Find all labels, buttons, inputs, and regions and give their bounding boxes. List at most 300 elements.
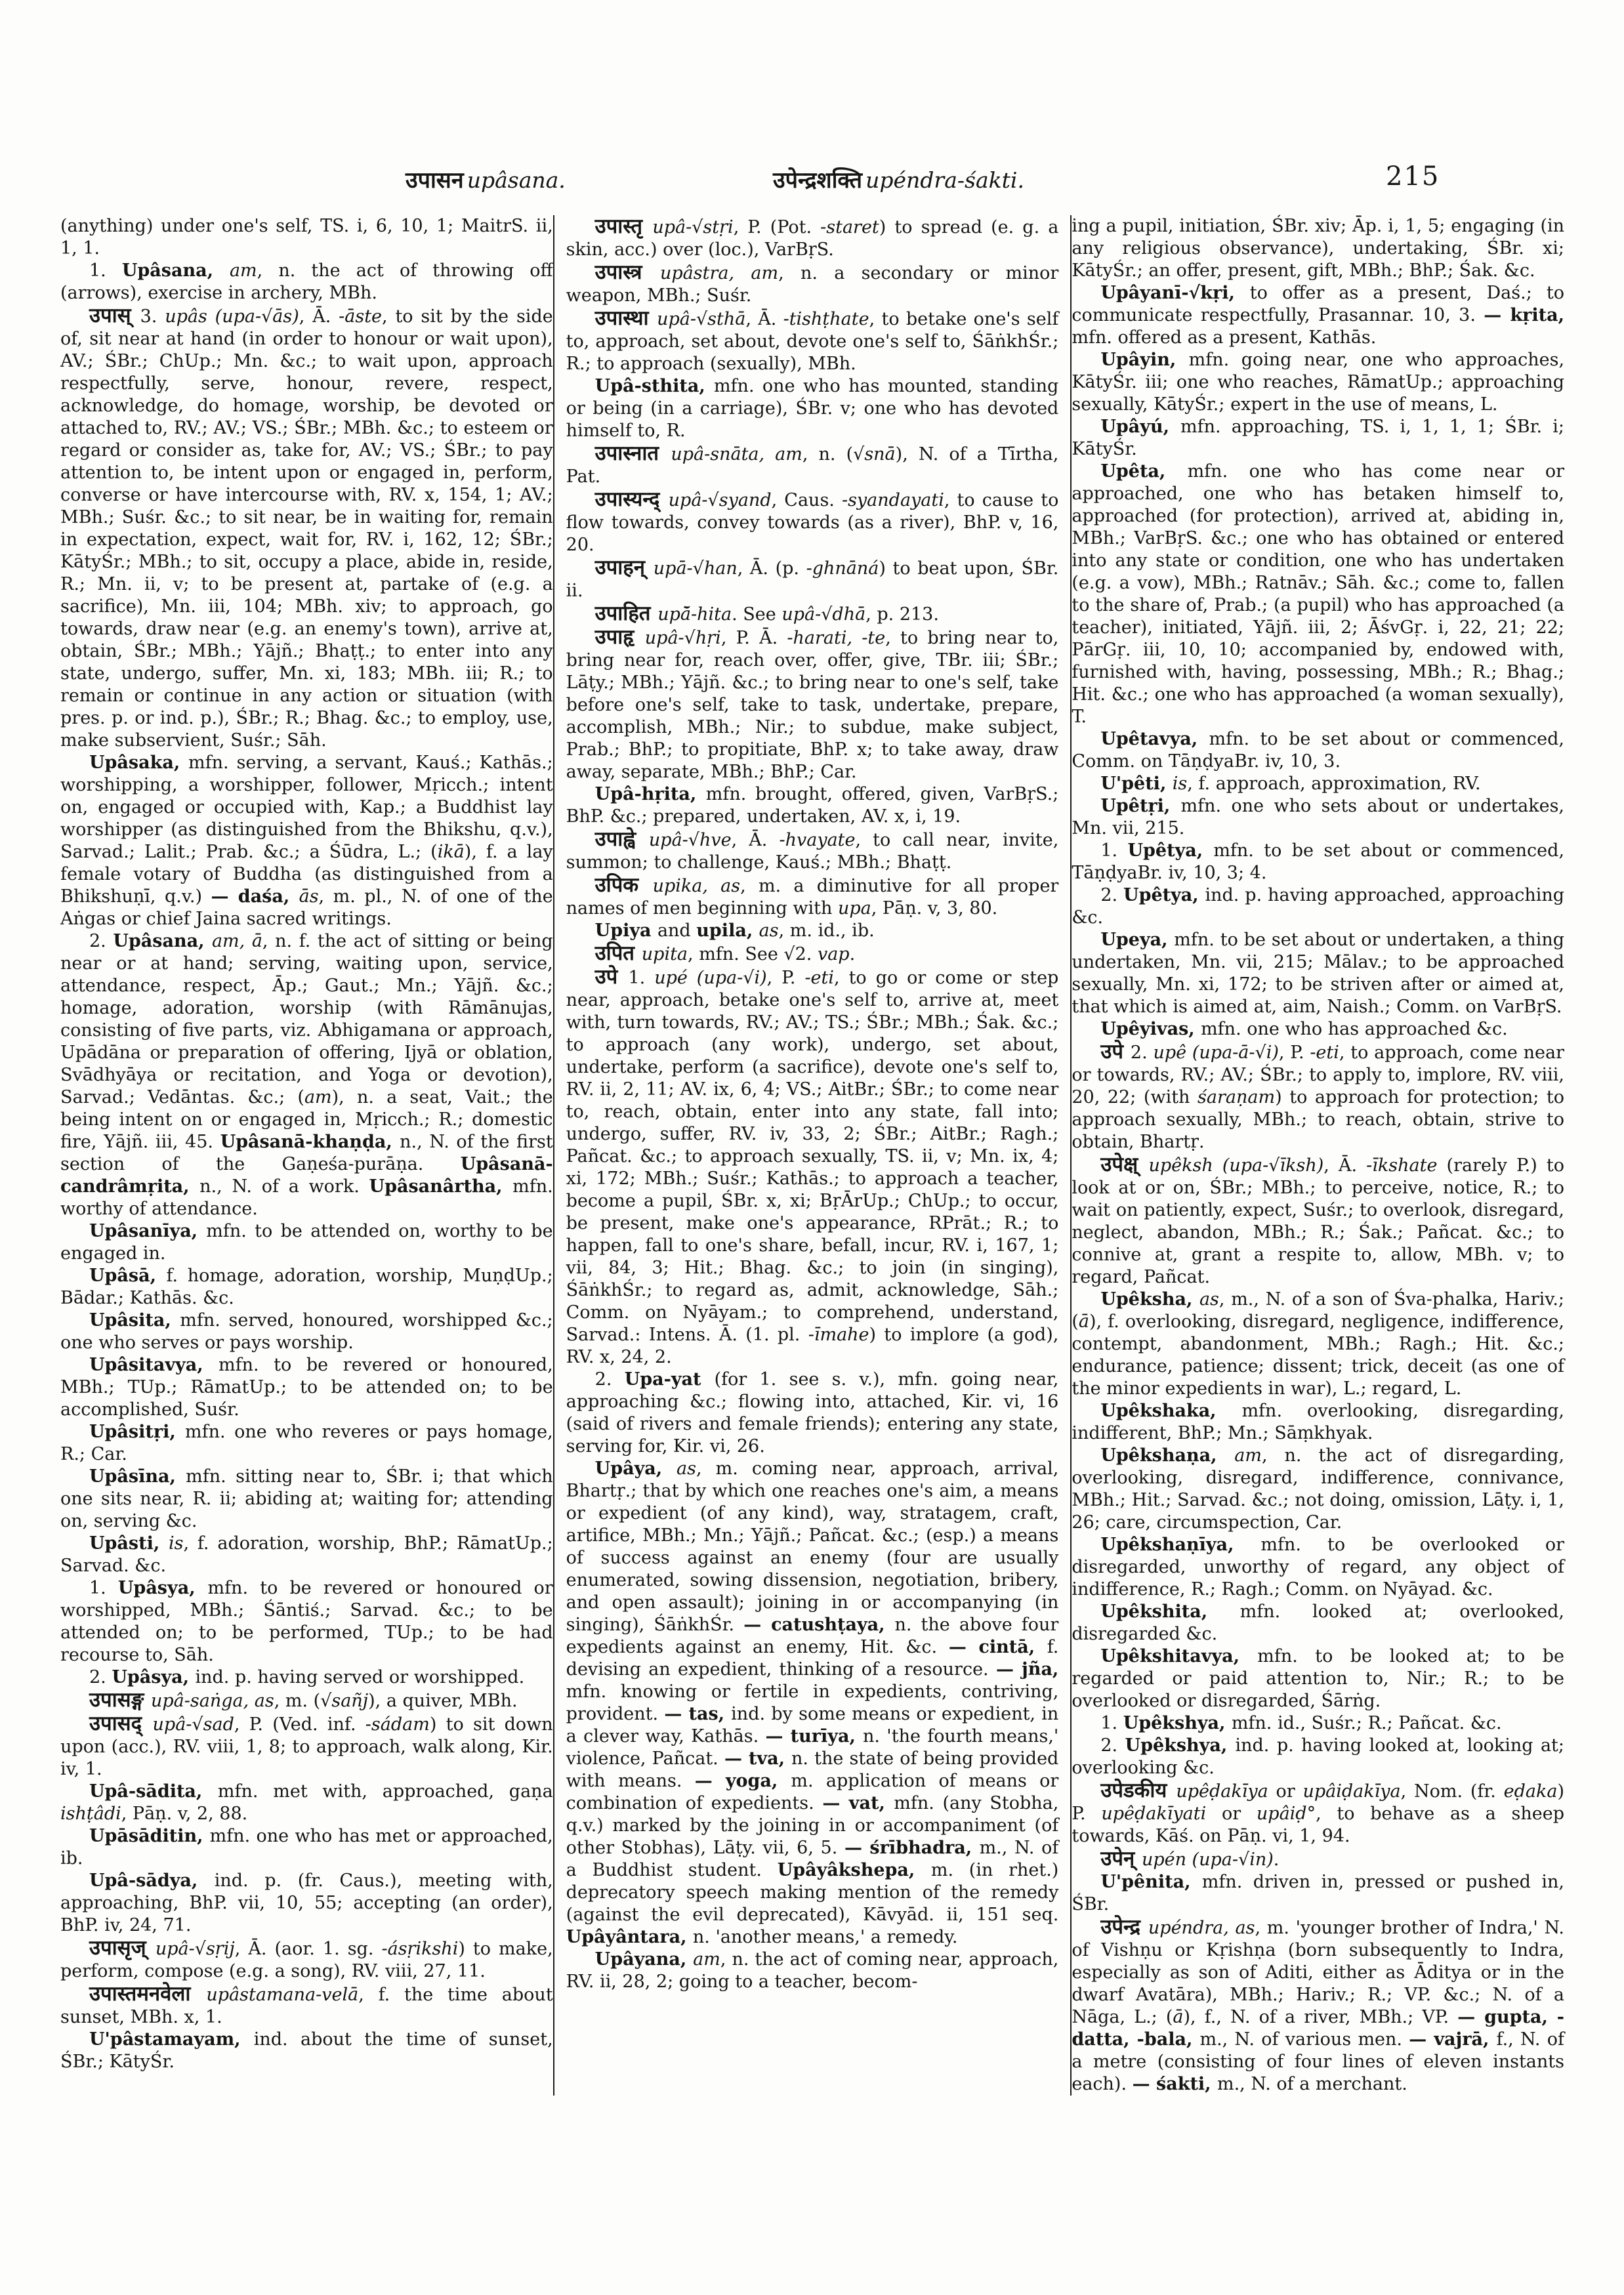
italic-text: ā: [1078, 1312, 1089, 1332]
plain-text: mfn. to be set about or undertaken, a thing undertaken, Mn. vii, 215; Mālav.; to be approached sexually, Mn. xi, 172; to be striven after or aimed at, that which is aimed at, aim, Naish.; Comm. on VarBṛS.: [1072, 930, 1565, 1017]
dictionary-entry: [1072, 884, 1564, 929]
plain-text: , Ā.: [745, 309, 783, 329]
dictionary-entry: [1072, 1779, 1564, 1848]
bold-headword: Upâsanā-khaṇḍa,: [220, 1132, 400, 1152]
dictionary-entry: [1072, 728, 1564, 773]
devanagari-headword: उपासृज्: [89, 1936, 156, 1960]
dictionary-entry: [60, 1937, 553, 1983]
dictionary-entry: [566, 1369, 1059, 1458]
plain-text: , m. coming near, approach, arrival, Bhartṛ.; that by which one reaches one's aim, a means or expedient (of any kind), way, stratagem, craft, artifice, MBh.; Mn.; Yājñ.; Pañcat. &c.; (esp.) a means of success against an enemy (four are usually enumerated, sowing dissension, negotiation, bribery, and open assault); joining in or accompanying (in singing), ŚāṅkhŚr.: [566, 1458, 1059, 1635]
bold-headword: Upâya,: [594, 1458, 677, 1479]
italic-text: am: [304, 1087, 332, 1107]
italic-text: -hvayate: [779, 830, 856, 850]
italic-text: upita: [641, 944, 688, 964]
dictionary-entry: [1072, 795, 1564, 840]
plain-text: ), n. a seat, Vait.; the being intent on or engaged in, Mṛicch.; R.; domestic fire, Yājñ. iii, 45.: [60, 1087, 553, 1152]
italic-text: am: [229, 260, 257, 281]
dictionary-entry: [566, 442, 1059, 488]
plain-text: , P. (Pot.: [733, 217, 821, 238]
plain-text: 1.: [89, 1578, 118, 1598]
devanagari-headword: उपाहृ: [594, 625, 645, 649]
plain-text: , to cause to flow towards, convey towards (as a river), BhP. v, 16, 20.: [566, 490, 1059, 555]
italic-text: -ásṛikshi: [381, 1939, 459, 1959]
devanagari-headword: उपेक्ष्: [1100, 1153, 1149, 1176]
plain-text: , P.: [1278, 1043, 1310, 1063]
italic-text: upén (upa-√in): [1141, 1850, 1274, 1870]
bold-headword: Upêkshitavya,: [1100, 1646, 1258, 1666]
plain-text: (for 1. see s. v.), mfn. going near, approaching &c.; flowing into, attached, Kir. vi, 16 (said of rivers and female friends); entering any state, serving for, Kir. vi, 26.: [566, 1369, 1059, 1457]
italic-text: upâiḍ°: [1256, 1804, 1316, 1824]
plain-text: , P. Ā.: [720, 628, 787, 648]
plain-text: or: [1221, 1804, 1257, 1824]
dictionary-entry: [60, 1354, 553, 1421]
dictionary-entry: [566, 215, 1059, 261]
dictionary-entry: [566, 602, 1059, 626]
devanagari-headword: उपास्यन्द्: [594, 487, 669, 511]
plain-text: , Ā.: [731, 830, 780, 850]
plain-text: 2.: [594, 1369, 625, 1390]
bold-headword: — yoga,: [694, 1771, 791, 1791]
italic-text: sañj: [331, 1691, 369, 1711]
plain-text: (anything) under one's self, TS. i, 6, 10, 1; MaitrS. ii, 1, 1.: [60, 216, 553, 258]
devanagari-headword: उपाह्वे: [594, 827, 649, 851]
plain-text: to offer as a present, Daś.; to communicate respectfully, Prasannar. 10, 3.: [1072, 283, 1565, 325]
plain-text: ) to beat upon, ŚBr. ii.: [566, 558, 1059, 601]
dictionary-entry: [60, 1466, 553, 1533]
bold-headword: Upâyana,: [594, 1949, 694, 1970]
plain-text: f. homage, adoration, worship, MuṇḍUp.; Bādar.; Kathās. &c.: [60, 1266, 553, 1308]
plain-text: , n. f. the act of sitting or being near or at hand; serving, waiting upon, service, attendance, respect, Āp.; Gaut.; Mn.; Yājñ. &c.; homage, adoration, worship (with Rāmānujas, consisting of five parts, viz. Abhigamana or approach, Upādāna or preparation of offering, Ijyā or oblation, Svādhyāya or recitation, and Yoga or devotion), Sarvad.; Vedāntas. &c.; (: [60, 931, 553, 1107]
dictionary-entry: [60, 2029, 553, 2073]
catchword-left-transliteration: upâsana.: [467, 167, 566, 193]
italic-text: upé (upa-√i): [654, 968, 767, 988]
dictionary-entry: [60, 1421, 553, 1466]
dictionary-entry: [566, 375, 1059, 442]
plain-text: , Nom. (fr.: [1400, 1781, 1504, 1802]
plain-text: . See: [732, 604, 782, 625]
italic-text: upâ-√sthā: [657, 309, 746, 329]
italic-text: upâ-√hṛi: [644, 628, 721, 648]
plain-text: 1.: [1100, 1713, 1123, 1733]
italic-text: upâ-√stṛi: [652, 217, 734, 238]
plain-text: 2.: [89, 1667, 112, 1687]
bold-headword: Upâsīna,: [89, 1466, 186, 1487]
dictionary-entry: [1072, 1289, 1564, 1400]
dictionary-entry: [60, 1825, 553, 1870]
dictionary-entry: [566, 874, 1059, 920]
italic-text: -harati, -te: [787, 628, 886, 648]
plain-text: mfn. to be attended on, worthy to be engaged in.: [60, 1221, 553, 1264]
italic-text: śaraṇam: [1197, 1087, 1276, 1107]
plain-text: mfn. one who has come near or approached, one who has betaken himself to, approached (for protection), arrived at, abiding in, MBh.; VarBṛS. &c.; one who has obtained or entered into any state or condition, one who has undertaken (e.g. a vow), MBh.; Ratnāv.; Sāh. &c.; come to, fallen to the share of, Prab.; (a pupil) who has approached (a teacher), initiated, Yājñ. iii, 2; ĀśvGṛ. i, 22, 21; 22; PārGṛ. iii, 10, 10; accompanied by, endowed with, furnished with, having, possessing, MBh.; R.; Bhag.; Hit. &c.; one who has approached (a woman sexually), T.: [1072, 461, 1565, 727]
plain-text: , m. pl., N. of one of the Aṅgas or chief Jaina sacred writings.: [60, 886, 553, 929]
plain-text: ) to implore (a god), RV. x, 24, 2.: [566, 1325, 1059, 1367]
dictionary-entry: [566, 307, 1059, 375]
dictionary-entry: [566, 828, 1059, 874]
bold-headword: — vat,: [822, 1793, 894, 1813]
plain-text: m., N. of a merchant.: [1217, 2074, 1407, 2094]
dictionary-entry: [60, 1265, 553, 1310]
dictionary-entry: [566, 261, 1059, 307]
plain-text: ing a pupil, initiation, ŚBr. xiv; Āp. i, 1, 5; engaging (in any religious observance), undertaking, ŚBr. xi; KātyŚr.; an offer, present, gift, MBh.; BhP.; Śak. &c.: [1072, 216, 1565, 281]
italic-text: -īmahe: [808, 1325, 869, 1345]
column-3: [1072, 215, 1564, 2096]
plain-text: m. application of means or combination of expedients.: [566, 1771, 1059, 1813]
dictionary-entry: [60, 215, 553, 260]
plain-text: , Pāṇ. v, 2, 88.: [121, 1804, 248, 1824]
plain-text: 2.: [89, 931, 114, 951]
plain-text: ind. by some means or expedient, in a clever way, Kathās.: [566, 1704, 1059, 1747]
dictionary-entry: [60, 930, 553, 1220]
bold-headword: — śrībhadra,: [844, 1838, 980, 1858]
plain-text: , Pāṇ. v, 3, 80.: [871, 898, 998, 919]
plain-text: mfn. one who has met or approached, ib.: [60, 1826, 553, 1869]
bold-headword: Upâyâkshepa,: [777, 1860, 931, 1880]
bold-headword: Upêtya,: [1123, 885, 1205, 905]
plain-text: , to sit by the side of, sit near at hand (in order to honour or wait upon), AV.; ŚBr.; ChUp.; Mn. &c.; to wait upon, approach respectfully, serve, honour, revere, respect, acknowledge, do homage, worship, be devoted or attached to, RV.; AV.; VS.; ŚBr.; MBh. &c.; to esteem or regard or consider as, take for, AV.; VS.; ŚBr.; to pay attention to, be intent upon or engaged in, perform, converse or have intercourse with, RV. x, 154, 1; AV.; MBh.; Suśr. &c.; to sit near, be in waiting for, remain in expectation, expect, wait for, RV. i, 162, 12; ŚBr.; KātyŚr.; MBh.; to sit, occupy a place, abide in, reside, R.; Mn. ii, v; to be present at, partake of (e.g. a sacrifice), Mn. iii, 104; MBh. xiv; to approach, go towards, draw near (e.g. an enemy's town), arrive at, obtain, ŚBr.; MBh.; Yājñ.; Bhaṭṭ.; to enter into any state, undergo, suffer, Mn. xi, 183; MBh. iii; R.; to remain or continue in any action or situation (with pres. p. or ind. p.), ŚBr.; R.; Bhag. &c.; to employ, use, make subservient, Suśr.; Sāh.: [60, 306, 553, 751]
plain-text: mfn. to be revered or honoured, MBh.; TUp.; RāmatUp.; to be attended on; to be accomplished, Suśr.: [60, 1355, 553, 1420]
plain-text: , to call near, invite, summon; to challenge, Kauś.; MBh.; Bhaṭṭ.: [566, 830, 1059, 873]
bold-headword: Upâsanârtha,: [369, 1176, 513, 1197]
plain-text: , P.: [766, 968, 805, 988]
dictionary-entry: [60, 304, 553, 752]
plain-text: , Ā.: [299, 306, 339, 327]
bold-headword: — vajrā,: [1409, 2029, 1497, 2050]
plain-text: mfn. to be overlooked or disregarded, unworthy of regard, any object of indifference, R.; Ragh.; Comm. on Nyāyad. &c.: [1072, 1535, 1565, 1600]
italic-text: upâ-√dhā: [781, 604, 866, 625]
dictionary-entry: [1072, 1445, 1564, 1534]
plain-text: mfn. approaching, TS. i, 1, 1, 1; ŚBr. i; KātyŚr.: [1072, 417, 1565, 459]
italic-text: upâs (upa-√ās): [165, 306, 299, 327]
bold-headword: — śakti,: [1132, 2074, 1217, 2094]
italic-text: upêḍakīyati: [1101, 1804, 1222, 1824]
devanagari-headword: उपास्तृ: [594, 215, 653, 238]
header-catchword-center: [773, 164, 1024, 194]
italic-text: upâstamana-velā: [206, 1985, 359, 2005]
plain-text: , to go or come or step near, approach, betake one's self to, arrive at, meet with, turn towards, RV.; AV.; TS.; ŚBr.; MBh.; Śak. &c.; to approach (any work), undergo, set about, undertake, perform (a sacrifice), devote one's self to, RV. ii, 2, 11; AV. ix, 6, 4; VS.; AitBr.; ŚBr.; to come near to, reach, obtain, enter into any state, fall into; undergo, suffer, RV. iv, 33, 2; ŚBr.; AitBr.; Ragh.; Pañcat. &c.; to approach sexually, TS. ii, v; Mn. ix, 4; xi, 172; MBh.; Suśr.; Kathās.; to approach a teacher, become a pupil, ŚBr. x, xi; BṛĀrUp.; ChUp.; to occur, be present, make one's appearance, RPrāt.; R.; to happen, fall to one's share, befall, incur, RV. i, 167, 1; vii, 84, 3; Hit.; Bhag. &c.; to join (in singing), ŚāṅkhŚr.; to regard as, admit, acknowledge, Sāh.; Comm. on Nyāyam.; to comprehend, understand, Sarvad.: Intens. Ā. (1. pl.: [566, 968, 1059, 1345]
bold-headword: Upâyú,: [1100, 417, 1180, 437]
plain-text: , to behave as a sheep towards, Kāś. on Pāṇ. vi, 1, 94.: [1072, 1804, 1565, 1846]
bold-headword: U'pêti,: [1100, 774, 1173, 794]
bold-headword: Upêta,: [1100, 461, 1188, 482]
plain-text: , f. approach, approximation, RV.: [1187, 774, 1481, 794]
plain-text: mfn. overlooking, disregarding, indifferent, BhP.; Mn.; Sāṃkhyak.: [1072, 1401, 1565, 1443]
italic-text: upâ-snāta, am: [671, 444, 802, 465]
italic-text: as: [1199, 1289, 1219, 1310]
plain-text: , m. 'younger brother of Indra,' N. of Vishṇu or Kṛishṇa (born subsequently to Indra, especially as son of Aditi, either as Āditya or in the dwarf Avatāra), MBh.; Hariv.; R.; VP. &c.; N. of a Nāga, L.; (: [1072, 1918, 1565, 2027]
dictionary-entry: [1072, 1712, 1564, 1735]
plain-text: , f. the time about sunset, MBh. x, 1.: [60, 1985, 553, 2027]
devanagari-headword: उपेन्: [1100, 1847, 1142, 1871]
bold-headword: Upâsā,: [89, 1266, 167, 1286]
italic-text: ā: [1173, 2007, 1184, 2027]
dictionary-entry: [566, 488, 1059, 556]
dictionary-entry: [1072, 1534, 1564, 1601]
dictionary-entry: [60, 1310, 553, 1354]
italic-text: am: [1234, 1445, 1262, 1466]
plain-text: , m. (√: [274, 1691, 332, 1711]
dictionary-entry: [566, 1458, 1059, 1949]
plain-text: ), N. of a Tīrtha, Pat.: [566, 444, 1059, 487]
devanagari-headword: उपे: [1100, 1040, 1131, 1064]
bold-headword: Upâyin,: [1100, 350, 1189, 370]
plain-text: , n. the act of disregarding, overlooking, disregard, indifference, connivance, MBh.; Hit.; Sarvad. &c.; not doing, omission, Lāṭy. i, 1, 26; care, circumspection, Car.: [1072, 1445, 1565, 1533]
devanagari-headword: उपास्: [89, 304, 140, 327]
plain-text: mfn. (any Stobha, q.v.) marked by the joining in or accompaniment (of other Stobhas), Lāṭy. vii, 6, 5.: [566, 1793, 1059, 1858]
dictionary-entry: [1072, 773, 1564, 795]
bold-headword: — catushṭaya,: [743, 1615, 895, 1635]
plain-text: , Ā.: [1323, 1155, 1367, 1176]
devanagari-headword: उपे: [594, 965, 629, 989]
plain-text: ) to approach for protection; to approach sexually, MBh.; to reach, obtain, strive to obtain, Bhartṛ.: [1072, 1087, 1565, 1152]
catchword-left-devanagari: उपासन: [406, 167, 464, 194]
plain-text: , Ā. (p.: [737, 558, 806, 579]
plain-text: , n. the act of throwing off (arrows), exercise in archery, MBh.: [60, 260, 553, 303]
devanagari-headword: उपासद्: [89, 1712, 153, 1735]
plain-text: n., N. of a work.: [199, 1176, 369, 1197]
dictionary-entry: [1072, 215, 1564, 282]
dictionary-entry: [60, 260, 553, 304]
dictionary-entry: [1072, 1735, 1564, 1779]
plain-text: n. the state of being provided with means.: [566, 1748, 1059, 1791]
italic-text: upika, as: [652, 876, 741, 896]
bold-headword: Upâyântara,: [566, 1927, 693, 1947]
plain-text: mfn. id., Suśr.; R.; Pañcat. &c.: [1231, 1713, 1502, 1733]
bold-headword: — turīya,: [765, 1726, 863, 1747]
italic-text: upêḍakīya: [1176, 1781, 1276, 1802]
plain-text: 2.: [1100, 885, 1124, 905]
dictionary-entry: [566, 920, 1059, 942]
plain-text: mfn. one who has mounted, standing or being (in a carriage), ŚBr. v; one who has devoted himself to, R.: [566, 376, 1059, 441]
catchword-center-devanagari: उपेन्द्रशक्ति: [773, 167, 863, 194]
dictionary-entry: [566, 626, 1059, 783]
plain-text: mfn. to be revered or honoured or worshipped, MBh.; Śāntiś.; Sarvad. &c.; to be attended on; to be performed, TUp.; to be had recourse to, Sāh.: [60, 1578, 553, 1665]
plain-text: ind. p. (fr. Caus.), meeting with, approaching, BhP. vii, 10, 55; accepting (an order), BhP. iv, 24, 71.: [60, 1871, 553, 1935]
italic-text: ishṭâdi: [60, 1804, 121, 1824]
bold-headword: Upâsya,: [112, 1667, 196, 1687]
bold-headword: Upâ-sādita,: [89, 1781, 218, 1802]
bold-headword: Upiya: [594, 920, 657, 941]
dictionary-entry: [60, 1689, 553, 1712]
dictionary-entry: [1072, 1848, 1564, 1871]
plain-text: , Ā. (aor. 1. sg.: [234, 1939, 382, 1959]
bold-headword: Upâsana,: [113, 931, 212, 951]
italic-text: upâ-saṅga, as: [151, 1691, 274, 1711]
plain-text: , n. the act of coming near, approach, RV. ii, 28, 2; going to a teacher, becom-: [566, 1949, 1059, 1992]
plain-text: n. the above four expedients against an enemy, Hit. &c.: [566, 1615, 1059, 1657]
bold-headword: Upêkshita,: [1100, 1602, 1240, 1622]
italic-text: -īkshate: [1366, 1155, 1438, 1176]
bold-headword: Upêkshya,: [1125, 1735, 1236, 1756]
plain-text: mfn. one who sets about or undertakes, Mn. vii, 215.: [1072, 796, 1565, 838]
plain-text: m., N. of a Buddhist student.: [566, 1838, 1059, 1880]
plain-text: n. 'the fourth means,' violence, Pañcat.: [566, 1726, 1059, 1769]
italic-text: ikā: [437, 842, 465, 862]
plain-text: .: [849, 944, 856, 964]
bold-headword: Upeya,: [1100, 930, 1175, 950]
plain-text: , Caus.: [771, 490, 842, 510]
plain-text: ), f. a lay female votary of Buddha (as distinguished from a Bhikshuṇī, q.v.): [60, 842, 553, 907]
plain-text: ind. p. having approached, approaching &c.: [1072, 885, 1565, 928]
page-number: 215: [1386, 161, 1440, 192]
bold-headword: Upêksha,: [1100, 1289, 1199, 1310]
plain-text: , to approach, come near or towards, RV.; AV.; ŚBr.; to apply to, implore, RV. viii, 20, 22; (with: [1072, 1043, 1565, 1107]
plain-text: , f. adoration, worship, BhP.; RāmatUp.; Sarvad. &c.: [60, 1533, 553, 1576]
italic-text: upâ-√sṛij: [155, 1939, 235, 1959]
italic-text: upā-√han: [653, 558, 738, 579]
plain-text: ), a quiver, MBh.: [368, 1691, 518, 1711]
dictionary-entry: [1072, 282, 1564, 349]
plain-text: mfn. offered as a present, Kathās.: [1072, 327, 1377, 348]
devanagari-headword: उपिक: [594, 873, 653, 897]
devanagari-headword: उपेन्द्र: [1100, 1915, 1148, 1939]
plain-text: mfn. met with, approached, gaṇa: [217, 1781, 553, 1802]
dictionary-entry: [60, 1666, 553, 1689]
plain-text: m. (in rhet.) deprecatory speech making mention of the remedy (against the evil deprecated), Kāvyād. ii, 151 seq.: [566, 1860, 1059, 1925]
dictionary-entry: [60, 1533, 553, 1577]
plain-text: 1.: [89, 260, 122, 281]
plain-text: mfn. sitting near to, ŚBr. i; that which one sits near, R. ii; abiding at; waiting for; attending on, serving &c.: [60, 1466, 553, 1531]
plain-text: , m. a diminutive for all proper names of men beginning with: [566, 876, 1059, 919]
header-catchword-left: [406, 164, 566, 194]
italic-text: as: [677, 1458, 696, 1479]
italic-text: upê (upa-ā-√i): [1153, 1043, 1279, 1063]
italic-text: upâ-√sad: [152, 1714, 234, 1735]
plain-text: ) to make, perform, compose (e.g. a song), RV. viii, 27, 11.: [60, 1939, 553, 1981]
bold-headword: Upâ-hṛita,: [594, 784, 706, 804]
dictionary-entry: [1072, 1400, 1564, 1445]
bold-headword: Upêkshaṇīya,: [1100, 1535, 1261, 1555]
bold-headword: — tva,: [724, 1748, 791, 1769]
dictionary-entry: [1072, 416, 1564, 461]
plain-text: 1.: [1100, 840, 1128, 861]
bold-headword: Upâsita,: [89, 1310, 180, 1331]
italic-text: -syandayati: [841, 490, 944, 510]
plain-text: f., N. of a metre (consisting of four lines of eleven instants each).: [1072, 2029, 1565, 2094]
bold-headword: Upâsitṛi,: [89, 1422, 186, 1442]
plain-text: or: [1276, 1781, 1303, 1802]
plain-text: , p. 213.: [865, 604, 939, 625]
italic-text: -āste: [339, 306, 383, 327]
dictionary-entry: [60, 1983, 553, 2029]
dictionary-entry: [566, 942, 1059, 966]
dictionary-entry: [566, 783, 1059, 828]
italic-text: upa: [837, 898, 871, 919]
bold-headword: — gupta, -datta, -bala,: [1072, 2007, 1565, 2050]
bold-headword: Upâ-sthita,: [594, 376, 714, 396]
devanagari-headword: उपास्था: [594, 306, 657, 330]
bold-headword: Upâsanīya,: [89, 1221, 207, 1241]
italic-text: -staret: [820, 217, 879, 238]
plain-text: 2.: [1130, 1043, 1154, 1063]
bold-headword: Upa-yat: [624, 1369, 715, 1390]
plain-text: mfn. worthy of attendance.: [60, 1176, 553, 1219]
italic-text: upā̆-hita: [657, 604, 732, 625]
italic-text: -eti: [804, 968, 835, 988]
dictionary-entry: [1072, 1871, 1564, 1916]
dictionary-entry: [1072, 840, 1564, 884]
devanagari-headword: उपाहन्: [594, 556, 654, 579]
bold-headword: Upâ-sādya,: [89, 1871, 215, 1891]
dictionary-entry: [1072, 349, 1564, 416]
devanagari-headword: उपास्तमनवेला: [89, 1982, 207, 2006]
dictionary-entry: [1072, 1916, 1564, 2096]
bold-headword: Upêkshya,: [1123, 1713, 1232, 1733]
plain-text: , P. (Ved. inf.: [234, 1714, 365, 1735]
plain-text: , to betake one's self to, approach, set about, devote one's self to, ŚāṅkhŚr.; R.; to approach (sexually), MBh.: [566, 309, 1059, 374]
italic-text: upâ-√syand: [668, 490, 772, 510]
plain-text: mfn. to be set about or commenced, TāṇḍyaBr. iv, 10, 3; 4.: [1072, 840, 1565, 883]
italic-text: upâ-√hve: [648, 830, 732, 850]
bold-headword: — kṛita,: [1484, 305, 1565, 325]
bold-headword: Upāsāditin,: [89, 1826, 210, 1846]
plain-text: ), f., N. of a river, MBh.; VP.: [1183, 2007, 1458, 2027]
italic-text: eḍaka: [1503, 1781, 1558, 1802]
italic-text: upéndra, as: [1148, 1918, 1255, 1938]
italic-text: vap: [817, 944, 850, 964]
dictionary-entry: [60, 1870, 553, 1937]
plain-text: ) P.: [1072, 1781, 1565, 1824]
italic-text: -tishṭhate: [783, 309, 869, 329]
dictionary-entry: [566, 556, 1059, 602]
italic-text: -sádam: [365, 1714, 430, 1735]
plain-text: mfn. brought, offered, given, VarBṛS.; BhP. &c.; prepared, undertaken, AV. x, i, 19.: [566, 784, 1059, 827]
italic-text: upâiḍakīya: [1302, 1781, 1401, 1802]
plain-text: m., N. of various men.: [1199, 2029, 1409, 2050]
bold-headword: Upêtavya,: [1100, 729, 1209, 749]
dictionary-entry: [1072, 1018, 1564, 1041]
dictionary-entry: [1072, 929, 1564, 1018]
bold-headword: Upâyanī-√kṛi,: [1100, 283, 1250, 303]
dictionary-entry: [60, 752, 553, 930]
plain-text: .: [1273, 1850, 1280, 1870]
bold-headword: Upêyivas,: [1100, 1019, 1201, 1039]
devanagari-headword: उपास्नात: [594, 442, 671, 465]
plain-text: ) to sit down upon (acc.), RV. viii, 1, 8; to approach, walk along, Kir. iv, 1.: [60, 1714, 553, 1779]
plain-text: mfn. to be looked at; to be regarded or paid attention to, Nir.; R.; to be overlooked or disregarded, Śārṅg.: [1072, 1646, 1565, 1711]
plain-text: f. devising an expedient, thinking of a resource.: [566, 1637, 1059, 1680]
plain-text: n., N. of the first section of the Gaṇeśa-purāṇa.: [60, 1132, 553, 1174]
column-1: [60, 215, 553, 2096]
plain-text: mfn. going near, one who approaches, KātyŚr. iii; one who reaches, RāmatUp.; approaching sexually, KātyŚr.; expert in the use of means, L.: [1072, 350, 1565, 415]
dictionary-entry: [60, 1220, 553, 1265]
plain-text: , n. (√: [802, 444, 865, 465]
bold-headword: — tas,: [664, 1704, 732, 1724]
dictionary-entry: [1072, 1601, 1564, 1645]
devanagari-headword: उपास्त्र: [594, 260, 660, 284]
plain-text: mfn. one who reveres or pays homage, R.; Car.: [60, 1422, 553, 1464]
plain-text: ind. p. having looked at, looking at; overlooking &c.: [1072, 1735, 1565, 1778]
italic-text: -ghnāná: [806, 558, 879, 579]
catchword-center-transliteration: upéndra-śakti.: [865, 167, 1024, 193]
dictionary-entry: [1072, 461, 1564, 728]
plain-text: mfn. driven in, pressed or pushed in, ŚBr.: [1072, 1872, 1565, 1914]
italic-text: is: [1172, 774, 1188, 794]
plain-text: , to bring near to, bring near for, reach over, offer, give, TBr. iii; ŚBr.; Lāṭy.; MBh.; Yājñ. &c.; to bring near to one's self, take before one's self, take to task, undertake, prepare, accomplish, MBh.; Nir.; to subdue, make subject, Prab.; BhP.; to propitiate, BhP. x; to take away, draw away, separate, MBh.; BhP.; Car.: [566, 628, 1059, 782]
plain-text: , mfn. See √2.: [688, 944, 818, 964]
devanagari-headword: उपेडकीय: [1100, 1779, 1176, 1802]
plain-text: and: [657, 920, 697, 941]
bold-headword: upila,: [696, 920, 759, 941]
dictionary-entry: [60, 1712, 553, 1781]
plain-text: mfn. one who has approached &c.: [1201, 1019, 1508, 1039]
plain-text: ind. p. having served or worshipped.: [195, 1667, 525, 1687]
plain-text: mfn. knowing or fertile in expedients, contriving, provident.: [566, 1682, 1059, 1724]
italic-text: snā: [864, 444, 896, 465]
dictionary-entry: [1072, 1041, 1564, 1153]
bold-headword: Upêtṛi,: [1100, 796, 1181, 816]
italic-text: am, ā: [211, 931, 262, 951]
